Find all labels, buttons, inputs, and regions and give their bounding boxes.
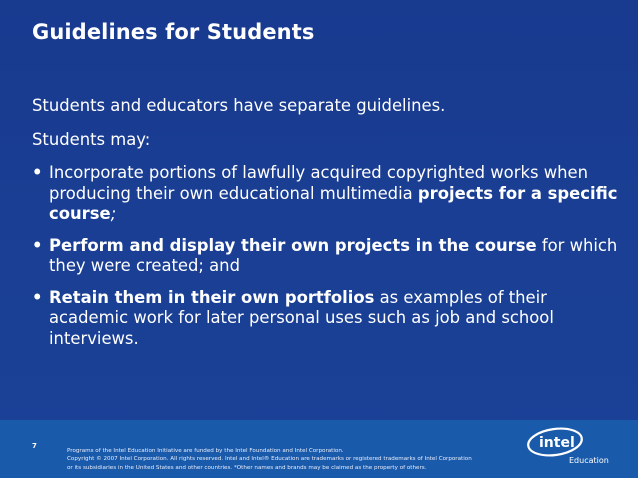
logo-suffix: Education: [569, 456, 609, 465]
bullet-text: for which they were created; and: [49, 235, 618, 275]
page-number: 7: [32, 442, 37, 450]
footer-line: Programs of the Intel Education Initiative are funded by the Intel Foundation and Intel Corporation.: [67, 448, 344, 454]
footer-line: Copyright © 2007 Intel Corporation. All rights reserved. Intel and Intel® Education are trademarks or registered trademarks of Intel Corporation: [67, 456, 472, 463]
footer-line: or its subsidiaries in the United States and other countries. *Other names and brands may be claimed as the property of others.: [67, 464, 427, 471]
guidelines-list: [32, 163, 622, 360]
list-item: [32, 163, 622, 225]
bullet-bold-text: Perform and display their own projects in the course: [49, 235, 537, 255]
students-may-label: Students may:: [32, 130, 151, 149]
bullet-icon: •: [32, 235, 43, 255]
intro-paragraph: Students and educators have separate guidelines.: [32, 96, 446, 115]
bullet-bold-text: projects for a specific course: [49, 183, 618, 223]
bullet-text: Incorporate portions of lawfully acquired copyrighted works when producing their own educational multimedia: [49, 163, 588, 203]
footer-legal-text: [67, 447, 522, 472]
bullet-icon: •: [32, 163, 43, 182]
bullet-bold-text: Retain them in their own portfolios: [49, 287, 375, 307]
logo-text: intel: [539, 435, 575, 451]
slide-title: Guidelines for Students: [32, 20, 315, 44]
list-item: [32, 288, 622, 350]
intel-logo-icon: [525, 425, 585, 459]
bullet-text: as examples of their academic work for later personal uses such as job and school interviews.: [49, 287, 554, 348]
bullet-italic-text: ;: [110, 204, 117, 223]
list-item: [32, 236, 622, 277]
bullet-icon: •: [32, 287, 43, 307]
